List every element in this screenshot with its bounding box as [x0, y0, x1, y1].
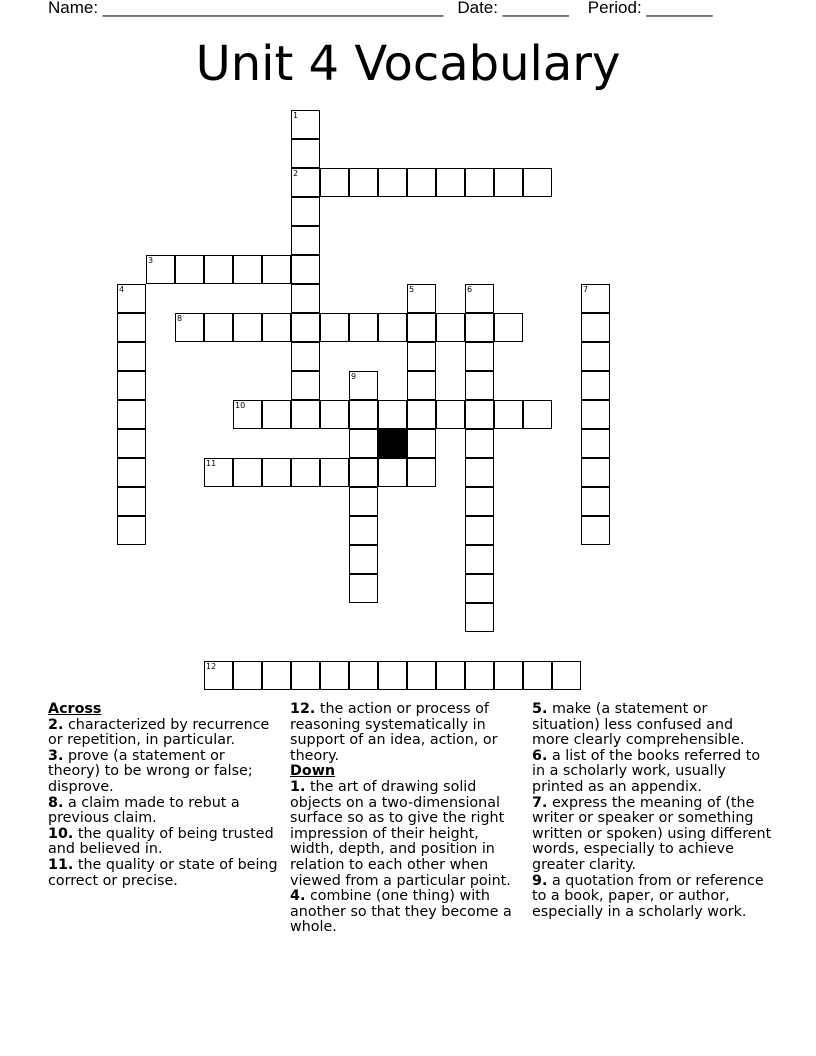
across-clue-8 [48, 796, 280, 827]
grid-cell[interactable] [523, 400, 552, 429]
grid-cell[interactable] [407, 342, 436, 371]
clue-text: the quality or state of being correct or precise. [48, 856, 278, 889]
grid-cell[interactable] [233, 458, 262, 487]
grid-cell[interactable] [407, 313, 436, 342]
grid-cell[interactable] [465, 400, 494, 429]
grid-cell[interactable] [291, 661, 320, 690]
grid-cell[interactable] [262, 313, 291, 342]
down-heading: Down [290, 763, 336, 780]
grid-cell[interactable] [465, 342, 494, 371]
grid-cell[interactable] [378, 313, 407, 342]
grid-cell[interactable] [349, 429, 378, 458]
down-clue-7 [532, 796, 772, 874]
clue-text: a quotation from or reference to a book, paper, or author, especially in a scholarly work. [532, 872, 764, 920]
grid-cell[interactable] [581, 429, 610, 458]
grid-cell[interactable] [117, 516, 146, 545]
grid-cell[interactable] [494, 313, 523, 342]
grid-cell[interactable] [291, 400, 320, 429]
grid-cell[interactable] [581, 371, 610, 400]
grid-cell[interactable] [291, 342, 320, 371]
grid-cell[interactable] [262, 661, 291, 690]
grid-cell[interactable] [204, 458, 233, 487]
grid-cell[interactable] [291, 458, 320, 487]
grid-cell[interactable] [465, 574, 494, 603]
clue-number-label: 1 [293, 111, 299, 120]
grid-cell[interactable] [291, 255, 320, 284]
grid-cell[interactable] [465, 313, 494, 342]
clue-number-label: 6 [467, 285, 473, 294]
grid-cell[interactable] [291, 226, 320, 255]
grid-cell[interactable] [262, 458, 291, 487]
grid-cell[interactable] [523, 661, 552, 690]
across-clue-12 [290, 702, 522, 764]
clue-text: a list of the books referred to in a scholarly work, usually printed as an appendix. [532, 747, 761, 795]
grid-cell[interactable] [465, 284, 494, 313]
clue-text: make (a statement or situation) less confused and more clearly comprehensible. [532, 701, 745, 749]
clues-column-1 [48, 702, 280, 889]
clue-number: 7. [532, 794, 548, 811]
clue-number: 1. [290, 778, 306, 795]
across-clue-10 [48, 827, 280, 858]
grid-cell[interactable] [581, 458, 610, 487]
clue-number-label: 2 [293, 169, 299, 178]
grid-cell[interactable] [291, 284, 320, 313]
grid-cell[interactable] [204, 255, 233, 284]
grid-cell[interactable] [552, 661, 581, 690]
clues-column-3 [532, 702, 772, 920]
grid-cell[interactable] [407, 400, 436, 429]
clue-text: the art of drawing solid objects on a two-dimensional surface so as to give the right impression of their height, width, depth, and position in relation to each other when viewed from a particular point. [290, 778, 511, 889]
grid-cell[interactable] [233, 400, 262, 429]
grid-cell[interactable] [146, 255, 175, 284]
grid-cell[interactable] [175, 255, 204, 284]
grid-cell[interactable] [407, 661, 436, 690]
grid-cell[interactable] [117, 371, 146, 400]
grid-cell[interactable] [291, 313, 320, 342]
grid-cell[interactable] [349, 545, 378, 574]
clue-number-label: 10 [235, 401, 246, 410]
grid-cell[interactable] [117, 400, 146, 429]
grid-cell[interactable] [407, 284, 436, 313]
grid-cell[interactable] [349, 400, 378, 429]
grid-cell[interactable] [349, 487, 378, 516]
clue-number: 11. [48, 856, 74, 873]
clue-number-label: 11 [206, 459, 217, 468]
grid-cell[interactable] [349, 661, 378, 690]
grid-cell[interactable] [494, 168, 523, 197]
grid-cell[interactable] [117, 342, 146, 371]
grid-cell[interactable] [204, 313, 233, 342]
clue-number: 12. [290, 701, 316, 717]
grid-cell[interactable] [320, 661, 349, 690]
clue-text: express the meaning of (the writer or speaker or something written or spoken) using different words, especially to achieve greater clarity. [532, 794, 772, 873]
grid-cell[interactable] [465, 603, 494, 632]
grid-cell[interactable] [436, 400, 465, 429]
clue-number: 3. [48, 747, 64, 764]
grid-cell[interactable] [378, 458, 407, 487]
grid-cell[interactable] [378, 661, 407, 690]
page-title: Unit 4 Vocabulary [195, 36, 621, 92]
clue-text: the quality of being trusted and believed in. [48, 825, 274, 858]
clue-number: 10. [48, 825, 74, 842]
grid-cell[interactable] [233, 313, 262, 342]
clue-text: a claim made to rebut a previous claim. [48, 794, 240, 827]
grid-cell[interactable] [233, 255, 262, 284]
grid-cell[interactable] [465, 429, 494, 458]
grid-cell[interactable] [581, 400, 610, 429]
clue-number: 5. [532, 701, 548, 717]
clues-column-2 [290, 702, 522, 936]
blocked-cell [378, 429, 407, 458]
clue-number: 2. [48, 716, 64, 733]
grid-cell[interactable] [407, 429, 436, 458]
grid-cell[interactable] [117, 284, 146, 313]
grid-cell[interactable] [349, 574, 378, 603]
grid-cell[interactable] [378, 400, 407, 429]
clue-text: prove (a statement or theory) to be wrong or false; disprove. [48, 747, 253, 795]
clue-number: 8. [48, 794, 64, 811]
grid-cell[interactable] [349, 371, 378, 400]
grid-cell[interactable] [407, 371, 436, 400]
grid-cell[interactable] [465, 458, 494, 487]
grid-cell[interactable] [291, 139, 320, 168]
grid-cell[interactable] [581, 313, 610, 342]
grid-cell[interactable] [581, 284, 610, 313]
grid-cell[interactable] [494, 661, 523, 690]
grid-cell[interactable] [436, 661, 465, 690]
grid-cell[interactable] [262, 400, 291, 429]
down-clue-6 [532, 749, 772, 796]
grid-cell[interactable] [465, 661, 494, 690]
clue-number-label: 5 [409, 285, 415, 294]
grid-cell[interactable] [436, 168, 465, 197]
grid-cell[interactable] [320, 313, 349, 342]
grid-cell[interactable] [233, 661, 262, 690]
grid-cell[interactable] [465, 487, 494, 516]
across-clue-3 [48, 749, 280, 796]
grid-cell[interactable] [291, 168, 320, 197]
grid-cell[interactable] [349, 458, 378, 487]
clue-text: characterized by recurrence or repetition, in particular. [48, 716, 270, 749]
clue-number: 9. [532, 872, 548, 889]
grid-cell[interactable] [262, 255, 291, 284]
grid-cell[interactable] [117, 458, 146, 487]
grid-cell[interactable] [378, 168, 407, 197]
grid-cell[interactable] [465, 516, 494, 545]
grid-cell[interactable] [465, 545, 494, 574]
clue-number-label: 3 [148, 256, 154, 265]
grid-cell[interactable] [581, 487, 610, 516]
clue-number-label: 12 [206, 662, 217, 671]
clue-number: 4. [290, 888, 306, 905]
down-clue-1 [290, 780, 522, 889]
across-clue-11 [48, 858, 280, 889]
grid-cell[interactable] [320, 458, 349, 487]
grid-cell[interactable] [117, 487, 146, 516]
grid-cell[interactable] [175, 313, 204, 342]
grid-cell[interactable] [291, 371, 320, 400]
across-heading: Across [48, 701, 102, 717]
grid-cell[interactable] [204, 661, 233, 690]
grid-cell[interactable] [494, 400, 523, 429]
name-field-label: Name: ____________________________________ [48, 0, 444, 17]
down-clue-4 [290, 889, 522, 936]
down-clue-5 [532, 702, 772, 749]
grid-cell[interactable] [320, 168, 349, 197]
grid-cell[interactable] [407, 168, 436, 197]
grid-cell[interactable] [349, 168, 378, 197]
clue-number-label: 9 [351, 372, 357, 381]
across-clue-2 [48, 718, 280, 749]
grid-cell[interactable] [291, 197, 320, 226]
grid-cell[interactable] [523, 168, 552, 197]
grid-cell[interactable] [349, 516, 378, 545]
grid-cell[interactable] [581, 516, 610, 545]
grid-cell[interactable] [436, 313, 465, 342]
clue-text: combine (one thing) with another so that they become a whole. [290, 888, 512, 936]
grid-cell[interactable] [465, 168, 494, 197]
clue-number: 6. [532, 747, 548, 764]
grid-cell[interactable] [407, 458, 436, 487]
grid-cell[interactable] [291, 110, 320, 139]
period-field-label: Period: _______ [587, 0, 713, 17]
clue-text: the action or process of reasoning systematically in support of an idea, action, or theory. [290, 701, 498, 764]
grid-cell[interactable] [465, 371, 494, 400]
grid-cell[interactable] [117, 313, 146, 342]
clue-number-label: 8 [177, 314, 183, 323]
grid-cell[interactable] [320, 400, 349, 429]
grid-cell[interactable] [117, 429, 146, 458]
down-clue-9 [532, 874, 772, 921]
date-field-label: Date: _______ [457, 0, 569, 17]
grid-cell[interactable] [581, 342, 610, 371]
clue-number-label: 7 [583, 285, 589, 294]
grid-cell[interactable] [349, 313, 378, 342]
clue-number-label: 4 [119, 285, 125, 294]
